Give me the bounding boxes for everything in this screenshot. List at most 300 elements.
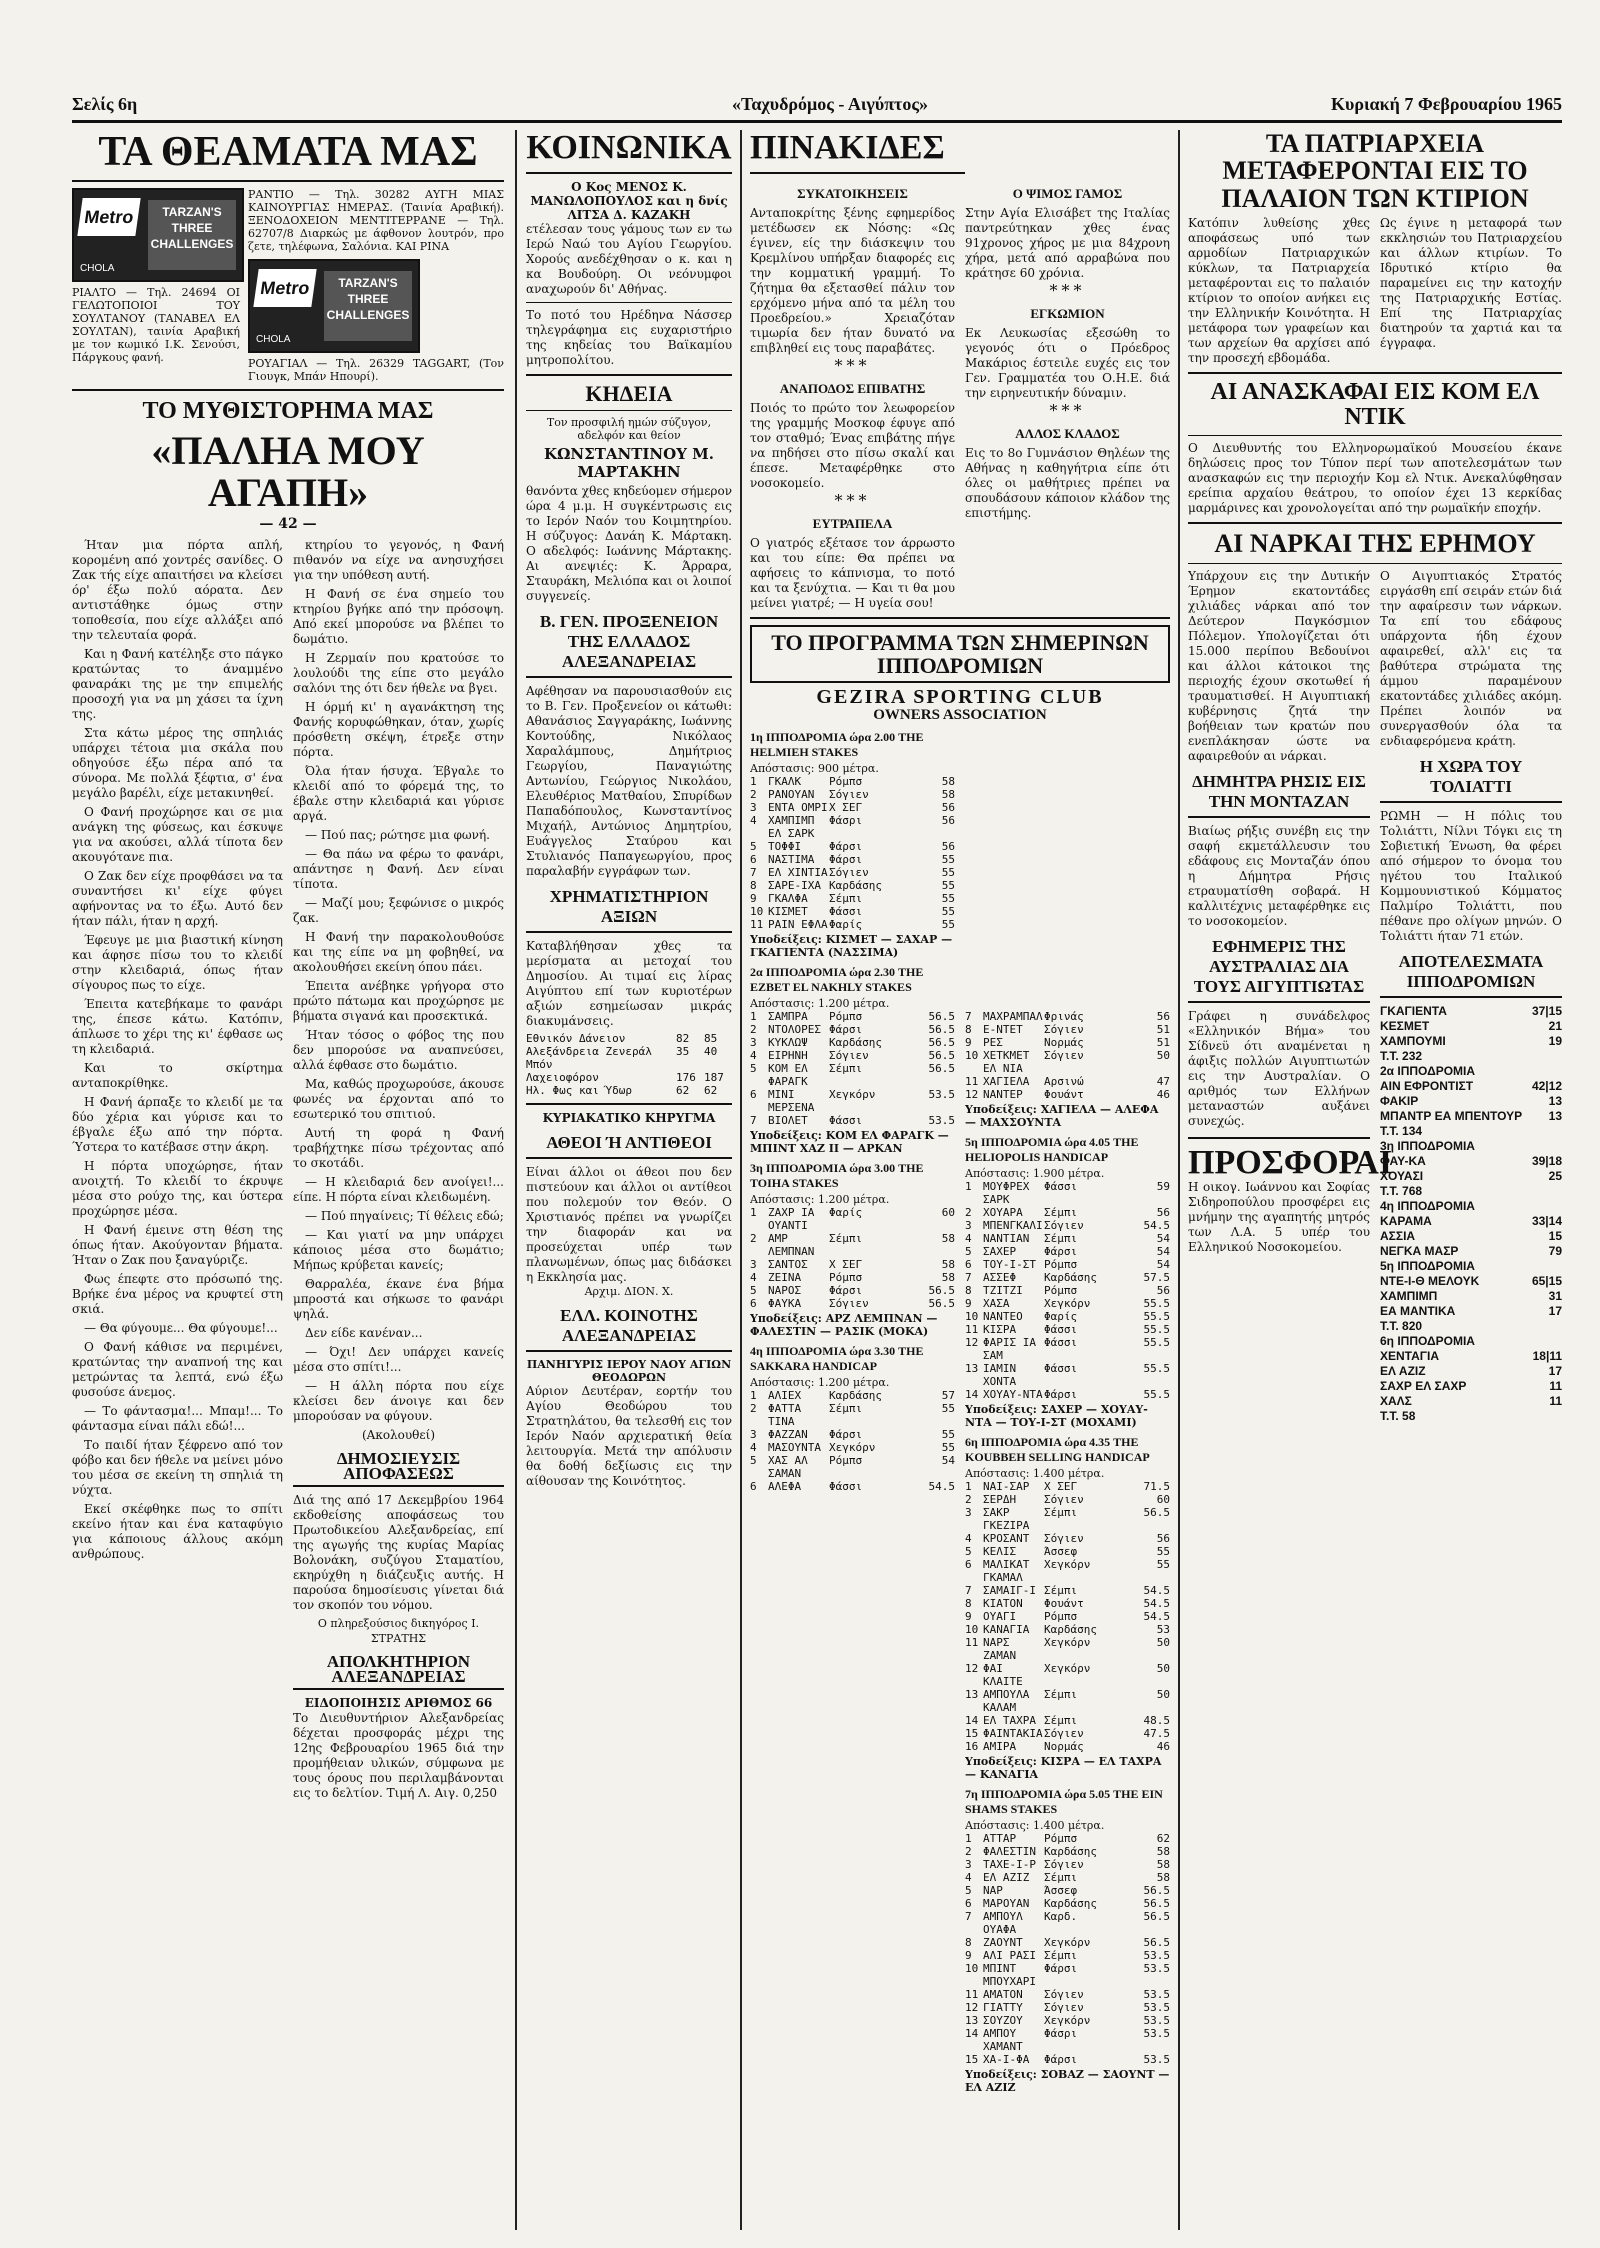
horse-name: ΦΑΛΕΣΤΙΝ <box>983 1845 1036 1858</box>
race-entry <box>750 918 955 931</box>
result-value: 65|15 <box>1531 1273 1562 1288</box>
weight: 50 <box>1156 1662 1170 1675</box>
entry-number: 1 <box>750 1205 757 1219</box>
result-row <box>1380 1019 1562 1034</box>
entry-number: 10 <box>965 1623 979 1636</box>
issue-date: Κυριακή 7 Φεβρουαρίου 1965 <box>1331 94 1562 114</box>
novel-paragraph: — Μαζί μου; ξεφώνισε ο μικρός ζακ. <box>293 896 504 926</box>
weight: 56.5 <box>928 1296 955 1310</box>
race-program-title: ΤΟ ΠΡΟΓΡΑΜΜΑ ΤΩΝ ΣΗΜΕΡΙΝΩΝ ΙΠΠΟΔΡΟΜΙΩΝ <box>750 625 1170 683</box>
weight: 58 <box>1156 1871 1170 1884</box>
race-entry <box>965 2053 1170 2066</box>
horse-name: ΑΜΡ ΛΕΜΠΝΑΝ <box>768 1231 815 1258</box>
result-name: ΓΚΑΓΙΕΝΤΑ <box>1380 1003 1447 1018</box>
result-name: ΣΑΧΡ ΕΛ ΣΑΧΡ <box>1380 1378 1467 1393</box>
jockey-name: Φάρσι <box>829 1283 863 1297</box>
jockey-name: Χεγκόρν <box>1044 1636 1091 1649</box>
note-text: Ο γιατρός εξέτασε τον άρρωστο και του είπε: Θα πρέπει να αφήσεις το κάπνισμα, το ποτό και τα ξενύχτια. — Και τι θα μου μείνει γιατρέ; — Η υγεία σου! <box>750 535 955 610</box>
entry-number: 13 <box>965 2014 979 2027</box>
horse-name: ΓΚΑΛΦΑ <box>768 891 808 905</box>
novel-paragraph: Ο Ζακ δεν είχε προφθάσει να τα συναντήσει κι' είχε φύγει αφήνοντας να το έξω. Αυτό δεν ήταν πάλι, ήταν η αρχή. <box>72 869 283 929</box>
weight: 56.5 <box>928 1283 955 1297</box>
horse-name: ΕΙΡΗΝΗ <box>768 1048 808 1062</box>
result-name: 3η ΙΠΠΟΔΡΟΜΙΑ <box>1380 1138 1475 1153</box>
race-entry <box>750 1284 955 1297</box>
community-subtitle: ΠΑΝΗΓΥΡΙΣ ΙΕΡΟΥ ΝΑΟΥ ΑΓΙΩΝ ΘΕΟΔΩΡΩΝ <box>526 1357 732 1384</box>
race-entry <box>750 1389 955 1402</box>
entry-number: 1 <box>750 1009 757 1023</box>
weight: 59 <box>1156 1180 1170 1193</box>
exchange-table <box>526 1032 732 1097</box>
column-entertainment <box>72 130 504 2230</box>
column-rule <box>740 130 742 2230</box>
entry-number: 12 <box>965 1088 979 1101</box>
weight: 56.5 <box>1143 1884 1170 1897</box>
result-value: 11 <box>1549 1393 1562 1408</box>
column-races <box>965 1010 1170 2230</box>
race-entry <box>965 1388 1170 1401</box>
jockey-name: Φάσσι <box>1044 1336 1078 1349</box>
race-entry <box>965 1323 1170 1336</box>
weight: 55 <box>1156 1545 1170 1558</box>
race-entry <box>965 1362 1170 1388</box>
race-entry <box>750 1088 955 1114</box>
entry-number: 8 <box>965 1284 972 1297</box>
result-name: Τ.Τ. 232 <box>1380 1048 1423 1063</box>
result-value: 17 <box>1548 1363 1562 1378</box>
notice-text: Το Διευθυντήριον Αλεξανδρείας δέχεται προσφοράς μέχρι της 12ης Φεβρουαρίου 1965 διά την προμήθειαν υλικών, σύμφωνα με τους όρους που περιλαμβάνονται εις το δελτίον. Τιμή Λ. Αιγ. 0,250 <box>293 1711 504 1801</box>
race-entry <box>750 905 955 918</box>
horse-name: ΤΟΥ-Ι-ΣΤ <box>983 1258 1036 1271</box>
race-info: Απόστασις: 1.200 μέτρα. <box>750 1375 890 1389</box>
jockey-name: Ρόμπσ <box>1044 1258 1078 1271</box>
consulate-title: Β. ΓΕΝ. ΠΡΟΞΕΝΕΙΟΝ ΤΗΣ ΕΛΛΑΔΟΣ ΑΛΕΞΑΝΔΡΕΙΑΣ <box>526 612 732 678</box>
weight: 54 <box>1156 1258 1170 1271</box>
column-social <box>526 130 732 2230</box>
entry-number: 2 <box>750 1022 757 1036</box>
result-name: 4η ΙΠΠΟΔΡΟΜΙΑ <box>1380 1198 1475 1213</box>
race-entry <box>965 1180 1170 1206</box>
horse-name: ΑΣΣΕΦ <box>983 1271 1017 1284</box>
weight: 55 <box>941 891 955 905</box>
weight: 57.5 <box>1143 1271 1170 1284</box>
horse-name: ΣΑΜΑΙΓ-Ι <box>983 1584 1036 1597</box>
entry-number: 3 <box>750 1257 757 1271</box>
column-news <box>1188 130 1562 2230</box>
cinema-listings <box>72 188 504 383</box>
result-name: 2α ΙΠΠΟΔΡΟΜΙΑ <box>1380 1063 1476 1078</box>
jockey-name: Φρινάς <box>1044 1010 1084 1023</box>
horse-name: ΚΙΣΜΕΤ <box>768 904 808 918</box>
novel-paragraph: — Η άλλη πόρτα που είχε κλείσει δεν άνοιγε και δεν μπορούσαν να φύγουν. <box>293 1379 504 1424</box>
jockey-name: Φάσσι <box>829 904 863 918</box>
result-row <box>1380 1154 1562 1169</box>
result-name: Τ.Τ. 58 <box>1380 1408 1416 1423</box>
dimitra-text: Βιαίως ρήξις συνέβη εις την σαφή εκμετάλλευσιν του εδάφους εις Μονταζάν όπου η Δήμητρα Ρήσις ετραυματίσθη σοβαρά. Η καλλιτέχνις μεταφέρθηκε εις το νοσοκομείον. <box>1188 823 1370 928</box>
result-name: 5η ΙΠΠΟΔΡΟΜΙΑ <box>1380 1258 1475 1273</box>
result-row <box>1380 1199 1562 1214</box>
result-name: Τ.Τ. 820 <box>1380 1318 1423 1333</box>
column-rule <box>515 130 517 2230</box>
funeral-intro: Τον προσφιλή ημών σύζυγον, αδελφόν και θείον <box>546 415 712 442</box>
novel-paragraph: Αυτή τη φορά η Φανή τραβήχτηκε πίσω τρέχοντας από το σκοτάδι. <box>293 1126 504 1171</box>
novel-paragraph: — Θα πάω να φέρω το φανάρι, απάντησε η Φανή. Δεν είναι τίποτα. <box>293 847 504 892</box>
horse-name: ΦΑΤΤΑ ΤΙΝΑ <box>768 1401 802 1428</box>
entry-number: 11 <box>965 1075 979 1088</box>
newspaper-name: «Ταχυδρόμος - Αιγύπτος» <box>732 94 928 114</box>
entry-number: 9 <box>750 891 757 905</box>
race-entry <box>750 1062 955 1088</box>
race-entry <box>750 866 955 879</box>
weight: 62 <box>1156 1832 1170 1845</box>
entry-number: 5 <box>965 1545 972 1558</box>
jockey-name: Χεγκόρν <box>1044 1297 1091 1310</box>
jockey-name: Χεγκόρν <box>829 1440 876 1454</box>
weight: 54 <box>1156 1232 1170 1245</box>
race-entry <box>750 1271 955 1284</box>
table-row: Λαχειοφόρον 176 187 <box>526 1070 724 1084</box>
table-row: Εθνικόν Δάνειον 82 85 <box>526 1031 718 1045</box>
note-text: Εκ Λευκωσίας εξεσώθη το γεγονός ότι ο Πρόεδρος Μακάριος έστειλε ευχές εις τον Γεν. Γραμματέα του Ο.Η.Ε. διά την ειρηνευτικήν δύναμιν. <box>965 325 1170 400</box>
entry-number: 12 <box>965 1662 979 1675</box>
race-entry <box>965 1088 1170 1101</box>
horse-name: ΚΙΣΡΑ <box>983 1323 1017 1336</box>
horse-name: ΧΑΣ ΑΛ ΣΑΜΑΝ <box>768 1453 808 1480</box>
novel-paragraph: Δεν είδε κανέναν... <box>305 1326 423 1341</box>
novel-paragraph: Και η Φανή κατέληξε στο πάγκο κρατώντας το άναμμένο φαναράκι της με την επιμελής προσοχή για να μη χάσει τα ίχνη της. <box>72 647 283 722</box>
jockey-name: Χεγκόρν <box>1044 1936 1091 1949</box>
entry-number: 5 <box>750 1283 757 1297</box>
race-association: OWNERS ASSOCIATION <box>873 706 1047 723</box>
jockey-name: Άσσεφ <box>1044 1545 1078 1558</box>
weight: 58 <box>941 1257 955 1271</box>
race-entry <box>965 1506 1170 1532</box>
weight: 56.5 <box>1143 1897 1170 1910</box>
horse-name: ΓΙΑΤΤΥ <box>983 2001 1023 2014</box>
horse-name: ΑΛΕΦΑ <box>768 1479 802 1493</box>
race-entry <box>965 1871 1170 1884</box>
race-entry <box>965 1258 1170 1271</box>
poster-caption: CHOLA <box>256 334 291 346</box>
patriarchate-text-2: Ως έγινε η μεταφορά των εκκλησιών του Πατριαρχείου και άλλων κτιρίων. Το Ιδρυτικό κτίριο θα παραμείνει εις την κατοχήν της Πατριαρχικής Εστίας. Επί της Πατριαρχίας διατηρούν τα χαρτιά και τα έγγραφα. <box>1380 215 1562 350</box>
note-text: Ποιός το πρώτο τον λεωφορείον της γραμμής Μοσκοφ έφυγε από τον σταθμό; Ένας επιβάτης πήγε να πηδήσει στο πίσω σκαλί και έπεσε. Μεταφέρθηκε στο νοσοκομείο. <box>750 400 955 490</box>
race-entry <box>965 1623 1170 1636</box>
jockey-name: Σέμπι <box>1044 1584 1078 1597</box>
jockey-name: Νορμάς <box>1044 1740 1084 1753</box>
weight: 54.5 <box>1143 1610 1170 1623</box>
horse-name: ΝΑΙ-ΣΑΡ <box>983 1480 1030 1493</box>
jockey-name: Φάσσι <box>829 1479 863 1493</box>
radio-listing: ΡΑΝΤΙΟ — Τηλ. 30282 ΑΥΓΗ ΜΙΑΣ ΚΑΙΝΟΥΡΓΙΑΣ ΗΜΕΡΑΣ. (Ταινία Αραβική). ΞΕΝΟΔΟΧΕΙΟΝ ΜΕΝΤΙΤΕΡΡΑΝΕ — Τηλ. 62707/8 Διαρκώς με άφθονον λουτρόν, προ ζετε, τηλέφωνα, Σαλόνια. ΚΑΙ ΡΙΝΑ <box>248 188 504 254</box>
excavation-text: Ο Διευθυντής του Ελληνορωμαϊκού Μουσείου έκανε δηλώσεις προς τον Τύπον περί των αποτελεσμάτων των ανασκαφών εις την περιοχήν Κομ ελ Ντικ. Ανεκαλύφθησαν ερείπια αρχαίου θεάτρου, το οποίον έχει 13 κερκίδας μαρμάρινες και χρονολογείται από την ρωμαϊκήν εποχήν. <box>1188 441 1562 516</box>
result-row <box>1380 1349 1562 1364</box>
entry-number: 11 <box>965 1636 979 1649</box>
jockey-name: Σόγιεν <box>829 1048 869 1062</box>
horse-name: ΡΑΙΝ ΕΦΛΑ <box>768 917 828 931</box>
funeral-title: ΚΗΔΕΙΑ <box>585 380 673 406</box>
weight: 58 <box>1156 1858 1170 1871</box>
entry-number: 7 <box>965 1010 972 1023</box>
novel-paragraph: κτηρίου το γεγονός, η Φανή πιθανόν να είχε να ανησυχήσει για την υπόθεση αυτή. <box>293 538 504 583</box>
race-entry <box>750 1480 955 1493</box>
weight: 53.5 <box>1143 1988 1170 2001</box>
horse-name: ΚΟΜ ΕΛ ΦΑΡΑΓΚ <box>768 1061 808 1088</box>
weight: 55 <box>941 1440 955 1454</box>
horse-name: ΝΤΟΛΟΡΕΣ <box>768 1022 821 1036</box>
result-row <box>1380 1364 1562 1379</box>
race-entry <box>965 1023 1170 1036</box>
entertainment-title: ΤΑ ΘΕΑΜΑΤΑ ΜΑΣ <box>98 130 478 175</box>
novel-paragraph: — Όχι! Δεν υπάρχει κανείς μέσα στο σπίτι!... <box>293 1345 504 1375</box>
result-row <box>1380 1094 1562 1109</box>
horse-name: ΑΜΠΟΥΛ ΟΥΑΦΑ <box>983 1910 1023 1936</box>
entry-number: 15 <box>965 1727 979 1740</box>
jockey-name: Ρόμπσ <box>1044 1284 1078 1297</box>
race-tips: Υποδείξεις: ΑΡΖ ΛΕΜΠΝΑΝ — ΦΑΛΕΣΤΙΝ — ΡΑΣΙΚ (ΜΟΚΑ) <box>750 1311 938 1338</box>
jockey-name: Χ ΣΕΓ <box>1044 1480 1078 1493</box>
race-entry <box>750 1428 955 1441</box>
entry-number: 14 <box>965 1388 979 1401</box>
sermon-signature: Αρχιμ. ΔΙΟΝ. Χ. <box>584 1284 674 1298</box>
dimitra-title: ΔΗΜΗΤΡΑ ΡΗΣΙΣ ΕΙΣ ΤΗΝ ΜΟΝΤΑΖΑΝ <box>1188 772 1370 818</box>
result-name: ΚΕΣΜΕΤ <box>1380 1018 1430 1033</box>
weight: 56 <box>1156 1010 1170 1023</box>
jockey-name: Σόγιεν <box>1044 1493 1084 1506</box>
horse-name: ΣΑΚΡ ΓΚΕΖΙΡΑ <box>983 1506 1030 1532</box>
horse-name: ΣΕΡΔΗ <box>983 1493 1017 1506</box>
jockey-name: Σόγιεν <box>1044 1023 1084 1036</box>
race-tips: Υποδείξεις: ΚΙΣΡΑ — ΕΛ ΤΑΧΡΑ — ΚΑΝΑΓΙΑ <box>965 1755 1162 1781</box>
weight: 50 <box>1156 1688 1170 1701</box>
race-entry <box>750 840 955 853</box>
weight: 51 <box>1156 1036 1170 1049</box>
horse-name: ΝΑΝΤΙΑΝ <box>983 1232 1030 1245</box>
horse-name: ΧΑ-Ι-ΦΑ <box>983 2053 1030 2066</box>
jockey-name: Φάσσι <box>1044 1323 1078 1336</box>
entry-number: 4 <box>965 1532 972 1545</box>
race-entry <box>750 853 955 866</box>
weight: 55 <box>941 1401 955 1415</box>
exchange-title: ΧΡΗΜΑΤΙΣΤΗΡΙΟΝ ΑΞΙΩΝ <box>526 887 732 933</box>
note-text: Εις το 8ο Γυμνάσιον Θηλέων της Αθήνας η καθηγήτρια είπε ότι όλες οι μαθήτριες πρέπει να σπουδάσουν κάποιον κλάδον της επιστήμης. <box>965 445 1170 520</box>
horse-name: ΝΑΝΤΕΡ <box>983 1088 1023 1101</box>
race-heading: 7η ΙΠΠΟΔΡΟΜΙΑ ώρα 5.05 THE EIN SHAMS STAKES <box>965 1787 1163 1816</box>
wedding-names: Ο Κος ΜΕΝΟΣ Κ. ΜΑΝΩΛΟΠΟΥΛΟΣ και η δνίς ΛΙΤΣΑ Δ. ΚΑΖΑΚΗ <box>530 179 728 222</box>
result-value: 33|14 <box>1531 1213 1562 1228</box>
result-row <box>1380 1139 1562 1154</box>
horse-name: ΡΕΣ <box>983 1036 1003 1049</box>
horse-name: ΤΑΧΕ-Ι-Ρ <box>983 1858 1036 1871</box>
entry-number: 6 <box>750 852 757 866</box>
result-value: 21 <box>1548 1018 1562 1033</box>
result-name: ΕΑ ΜΑΝΤΙΚΑ <box>1380 1303 1456 1318</box>
patriarchate-text: Κατόπιν λυθείσης χθες αποφάσεως υπό των αρμοδίων Πατριαρχικών κύκλων, τα Πατριαρχεία μεταφέρονται εις το παλαιόν κτίριον το οποίον ανήκει εις την Ελληνικήν Κοινότητα. Η μετάφορα των γραφείων και των αρχείων θα αρχίσει από την προσεχή εβδομάδα. <box>1188 215 1370 365</box>
sermon-title: ΚΥΡΙΑΚΑΤΙΚΟ ΚΗΡΥΓΜΑ <box>542 1110 716 1125</box>
weight: 58 <box>941 787 955 801</box>
result-value: 37|15 <box>1531 1003 1562 1018</box>
race-entry <box>965 2027 1170 2053</box>
horse-name: ΚΑΝΑΓΙΑ <box>983 1623 1030 1636</box>
jockey-name: Ρόμπσ <box>829 1270 863 1284</box>
race-entry <box>750 1114 955 1127</box>
jockey-name: Καρδάσης <box>829 1388 882 1402</box>
race-entry <box>965 1858 1170 1871</box>
weight: 71.5 <box>1143 1480 1170 1493</box>
jockey-name: Σέμπι <box>1044 1949 1078 1962</box>
race-entry <box>965 1010 1170 1023</box>
weight: 58 <box>941 1231 955 1245</box>
weight: 54.5 <box>1143 1597 1170 1610</box>
note-heading: ΕΥΤΡΑΠΕΛΑ <box>812 515 893 531</box>
result-row <box>1380 1004 1562 1019</box>
race-entry <box>965 1480 1170 1493</box>
horse-name: ΚΥΚΛΩΨ <box>768 1035 808 1049</box>
entry-number: 1 <box>750 1388 757 1402</box>
jockey-name: Φάρσι <box>829 1427 863 1441</box>
horse-name: ΚΕΛΙΣ <box>983 1545 1017 1558</box>
race-entry <box>750 1232 955 1258</box>
race-entry <box>965 1845 1170 1858</box>
horse-name: ΦΑΙ ΚΛΑΙΤΕ <box>983 1662 1023 1688</box>
horse-name: ΙΑΜΙΝ ΧΟΝΤΑ <box>983 1362 1017 1388</box>
jockey-name: Σόγιεν <box>829 787 869 801</box>
jockey-name: Σόγιεν <box>829 1296 869 1310</box>
australia-title: ΕΦΗΜΕΡΙΣ ΤΗΣ ΑΥΣΤΡΑΛΙΑΣ ΔΙΑ ΤΟΥΣ ΑΙΓΥΠΤΙΩΤΑΣ <box>1188 937 1370 1003</box>
jockey-name: Ρόμπσ <box>829 1009 863 1023</box>
column-notes: ΠΙΝΑΚΙΔΕΣ ΣΥΚΑΤΟΙΚΗΣΕΙΣ Ανταποκρίτης ξένης εφημερίδος μετέδωσεν εκ Νόσης: «Ως έγινεν, είς την διάσκεψιν του Κρεμλίνου υπήρξαν διαφορές εις την κομματική γραμμή. Το ζήτημα θα εξετασθεί πάλιν τον ερχόμενο μήνα από τα μέλη του Προεδρείου.» Χρειαζόταν τιμωρία δεν ήταν δυνατό να επιβληθεί εις τους παραβάτες. *** ΑΝΑΠΟΔΟΣ ΕΠΙΒΑΤΗΣ Ποιός το πρώτο τον λεωφορείον της γραμμής Μοσκοφ έφυγε από τον σταθμό; Ένας επιβάτης πήγε να πηδήσει στο πίσω σκαλί και έπεσε. Μεταφέρθηκε στο νοσοκομείο. *** ΕΥΤΡΑΠΕΛΑ Ο γιατρός εξέτασε τον άρρωστο και του είπε: Θα πρέπει να αφήσεις το κάπνισμα, το ποτό και τα ξενύχτια. — Και τι θα μου μείνει γιατρέ; — Η υγεία σου! Ο ΨΙΜΟΣ ΓΑΜΟΣ Στην Αγία Ελισάβετ της Ιταλίας παντρεύτηκαν χθες ένας 91χρονος χήρος με μια 84χρονη χήρα, μετά από αρραβώνα που κράτησε 60 χρόνια. *** ΕΓΚΩΜΙΟΝ Εκ Λευκωσίας εξεσώθη το γεγονός ότι ο Πρόεδρος Μακάριος έστειλε ευχές εις τον Γεν. Γραμματέα του Ο.Η.Ε. διά την ειρηνευτικήν δύναμιν. *** ΑΛΛΟΣ ΚΛΑΔΟΣ Εις το 8ο Γυμνάσιον Θηλέων της Αθήνας η καθηγήτρια είπε ότι όλες οι μαθήτριες πρέπει να σπουδάσουν κάποιον κλάδον της επιστήμης. ΤΟ ΠΡΟΓΡΑΜΜΑ ΤΩΝ ΣΗΜΕΡΙΝΩΝ ΙΠΠΟΔΡΟΜΙΩΝ GEZIRA SPORTING CLUB OWNERS ASSOCIATION 1η ΙΠΠΟΔΡΟΜΙΑ ώρα 2.00 THE HELMIEH STAKES Απόστασις: 900 μέτρα. 1 ΓΚΑΛΚ Ρόμπσ 58 2 ΡΑΝΟΥΑΝ Σόγιεν 58 3 ΕΝΤΑ ΟΜΡΙ Χ ΣΕΓ 56 4 ΧΑΜΠΙΜΠ ΕΛ ΣΑΡΚ Φάσρι 56 5 ΤΟΦΦΙ Φάρσι 56 6 ΝΑΣΤΙΜΑ Φάρσι 55 7 ΕΛ ΧΙΝΤΙΑ Σόγιεν 55 8 ΣΑΡΕ-ΙΧΑ Καρδάσης 55 9 ΓΚΑΛΦΑ Σέμπι 55 10 ΚΙΣΜΕΤ Φάσσι 55 11 ΡΑΙΝ ΕΦΛΑ Φαρίς 55 Υποδείξεις: ΚΙΣΜΕΤ — ΣΑΧΑΡ — ΓΚΑΓΙΕΝΤΑ (ΝΑΣΣΙΜΑ) 2α ΙΠΠΟΔΡΟΜΙΑ ώρα 2.30 THE EZBET EL NAKHLY STAKES Απόστασις: 1.200 μέτρα. 1 ΣΑΜΠΡΑ Ρόμπσ 56.5 2 ΝΤΟΛΟΡΕΣ Φάρσι 56.5 3 ΚΥΚΛΩΨ Καρδάσης 56.5 4 ΕΙΡΗΝΗ Σόγιεν 56.5 5 ΚΟΜ ΕΛ ΦΑΡΑΓΚ Σέμπι 56.5 6 ΜΙΝΙ ΜΕΡΣΕΝΑ Χεγκόρν 53.5 7 ΒΙΟΛΕΤ Φάσσι 53.5 Υποδείξεις: ΚΟΜ ΕΛ ΦΑΡΑΓΚ — ΜΠΙΝΤ ΧΑΖ ΙΙ — ΑΡΚΑΝ 3η ΙΠΠΟΔΡΟΜΙΑ ώρα 3.00 THE TOIHA STAKES Απόστασις: 1.200 μέτρα. 1 ΖΑΧΡ ΙΑ ΟΥΑΝΤΙ Φαρίς 60 2 ΑΜΡ ΛΕΜΠΝΑΝ Σέμπι 58 3 ΣΑΝΤΟΣ Χ ΣΕΓ 58 4 ΖΕΙΝΑ Ρόμπσ 58 5 ΝΑΡΟΣ Φάρσι 56.5 6 ΦΑΥΚΑ Σόγιεν 56.5 Υποδείξεις: ΑΡΖ ΛΕΜΠΝΑΝ — ΦΑΛΕΣΤΙΝ — ΡΑΣΙΚ (ΜΟΚΑ) 4η ΙΠΠΟΔΡΟΜΙΑ ώρα 3.30 THE SAKKARA HANDICAP Απόστασις: 1.200 μέτρα. 1 ΑΛΙΕΧ Καρδάσης 57 2 ΦΑΤΤΑ ΤΙΝΑ Σέμπι 55 3 ΦΑΖΖΑΝ Φάρσι 55 4 ΜΑΣΟΥΝΤΑ Χεγκόρν 55 5 ΧΑΣ ΑΛ ΣΑΜΑΝ Ρόμπσ 54 6 ΑΛΕΦΑ Φάσσι 54.5 <box>750 130 1170 1493</box>
race-heading: 6η ΙΠΠΟΔΡΟΜΙΑ ώρα 4.35 THE KOUBBEH SELLING HANDICAP <box>965 1435 1150 1464</box>
novel-paragraph: — Και γιατί να μην υπάρχει κάποιος μέσα στο δωμάτιο; Μήπως κρύβεται κανείς; <box>293 1228 504 1273</box>
horse-name: ΝΑΣΤΙΜΑ <box>768 852 815 866</box>
horse-name: ΜΑΡΟΥΑΝ <box>983 1897 1030 1910</box>
result-name: Τ.Τ. 134 <box>1380 1123 1423 1138</box>
result-name: 6η ΙΠΠΟΔΡΟΜΙΑ <box>1380 1333 1475 1348</box>
weight: 56 <box>1156 1532 1170 1545</box>
race-entry <box>965 1962 1170 1988</box>
jockey-name: Φαρίς <box>1044 1310 1078 1323</box>
race-entry <box>965 1610 1170 1623</box>
horse-name: ΧΕΤΚΜΕΤ ΕΛ ΝΙΑ <box>983 1049 1030 1075</box>
horse-name: ΜΟΥΦΡΕΧ ΣΑΡΚ <box>983 1180 1030 1206</box>
horse-name: ΣΑΡΕ-ΙΧΑ <box>768 878 821 892</box>
jockey-name: Σόγιεν <box>1044 2001 1084 2014</box>
race-entry <box>750 1454 955 1480</box>
results-title: ΑΠΟΤΕΛΕΣΜΑΤΑ ΙΠΠΟΔΡΟΜΙΩΝ <box>1380 952 1562 998</box>
race-tips: Υποδείξεις: ΚΟΜ ΕΛ ΦΑΡΑΓΚ — ΜΠΙΝΤ ΧΑΖ ΙΙ — ΑΡΚΑΝ <box>750 1128 949 1155</box>
novel-paragraph: — Η κλειδαριά δεν ανοίγει!... είπε. Η πόρτα είναι κλειδωμένη. <box>293 1175 504 1205</box>
race-entry <box>965 1949 1170 1962</box>
entry-number: 10 <box>965 1962 979 1975</box>
notes-title: ΠΙΝΑΚΙΔΕΣ <box>750 130 945 166</box>
jockey-name: Ρόμπσ <box>1044 1610 1078 1623</box>
social-note: Το ποτό του Ηρέδηνα Νάσσερ τηλεγράφημα εις ευχαριστήριο της κηδείας του Βαϊκαμίου μητροπολίτου. <box>526 307 732 367</box>
jockey-name: Ρόμπσ <box>829 774 863 788</box>
result-row <box>1380 1319 1562 1334</box>
result-row <box>1380 1289 1562 1304</box>
horse-name: ΡΑΝΟΥΑΝ <box>768 787 815 801</box>
novel-paragraph: Ήταν μια πόρτα απλή, κορομένη από χοντρές σανίδες. Ο Ζακ τής είχε απαιτήσει να κλείσει όρ' έξω πολύ αόρατα. Δεν αντιστάθηκε όμως στην τοποθεσία, που είχε αλλάξει από την τελευταία φορά. <box>72 538 283 643</box>
jockey-name: Σόγιεν <box>1044 1727 1084 1740</box>
results-list <box>1380 1004 1562 1424</box>
weight: 55 <box>941 878 955 892</box>
jockey-name: Φάρσι <box>829 839 863 853</box>
novel-paragraph: Και το σκίρτημα ανταποκρίθηκε. <box>72 1061 283 1091</box>
horse-name: ΖΕΙΝΑ <box>768 1270 802 1284</box>
poster-film-title: TARZAN'S THREE CHALLENGES <box>324 271 412 341</box>
horse-name: ΒΙΟΛΕΤ <box>768 1113 808 1127</box>
race-entry <box>750 1206 955 1232</box>
excavation-title: ΑΙ ΑΝΑΣΚΑΦΑΙ ΕΙΣ ΚΟΜ ΕΛ ΝΤΙΚ <box>1210 378 1540 431</box>
novel-paragraph: Στα κάτω μέρος της σπηλιάς υπάρχει τέτοια μια σκάλα που οδηγούσε έξω πέρα από τα σύνορα. Με πολλά ξέφτια, σ' ένα μεγάλο βαρέλι, είχε μετακινηθεί. <box>72 726 283 801</box>
race-entry <box>750 1258 955 1271</box>
entry-number: 1 <box>750 774 757 788</box>
jockey-name: Καρδ. <box>1044 1910 1078 1923</box>
entry-number: 2 <box>965 1493 972 1506</box>
race-entry <box>965 2014 1170 2027</box>
race-entry <box>750 1441 955 1454</box>
result-row <box>1380 1394 1562 1409</box>
weight: 56.5 <box>928 1061 955 1075</box>
entry-number: 4 <box>750 1440 757 1454</box>
jockey-name: Χεγκόρν <box>1044 1558 1091 1571</box>
entry-number: 10 <box>965 1049 979 1062</box>
weight: 55 <box>941 904 955 918</box>
novel-paragraph: Η πόρτα υποχώρησε, ήταν ανοιχτή. Το κλειδί το έκρυψε μέσα στο ρούχο της, και ύστερα προχώρησε μέσα. <box>72 1159 283 1219</box>
social-title: ΚΟΙΝΩΝΙΚΑ <box>526 130 732 166</box>
jockey-name: Χεγκόρν <box>1044 2014 1091 2027</box>
weight: 46 <box>1156 1740 1170 1753</box>
novel-paragraph: Θαρραλέα, έκανε ένα βήμα μπροστά και σήκωσε το φανάρι ψηλά. <box>293 1277 504 1322</box>
entry-number: 8 <box>965 1936 972 1949</box>
race-entry <box>965 1936 1170 1949</box>
jockey-name: Σόγιεν <box>1044 1988 1084 2001</box>
result-row <box>1380 1229 1562 1244</box>
jockey-name: Καρδάσης <box>1044 1271 1097 1284</box>
entry-number: 10 <box>750 904 764 918</box>
result-row <box>1380 1274 1562 1289</box>
weight: 53 <box>1156 1623 1170 1636</box>
novel-paragraph: Ο Φανή προχώρησε και σε μια ανάγκη της φύσεως, και έσκυψε για να ακούσει, αλλά τίποτα δεν ακουγότανε πια. <box>72 805 283 865</box>
horse-name: ΦΑΖΖΑΝ <box>768 1427 808 1441</box>
horse-name: ΣΟΥΖΟΥ <box>983 2014 1023 2027</box>
weight: 56.5 <box>928 1048 955 1062</box>
race-entry <box>965 1636 1170 1662</box>
race-entry <box>965 2001 1170 2014</box>
patriarchate-title: ΤΑ ΠΑΤΡΙΑΡΧΕΙΑ ΜΕΤΑΦΕΡΟΝΤΑΙ ΕΙΣ ΤΟ ΠΑΛΑΙΟΝ ΤΩΝ ΚΤΙΡΙΟΝ <box>1221 130 1529 213</box>
jockey-name: Ρόμπσ <box>829 1453 863 1467</box>
weight: 53.5 <box>1143 2014 1170 2027</box>
jockey-name: Φάσσι <box>829 1113 863 1127</box>
horse-name: ΝΑΡ <box>983 1884 1003 1897</box>
race-entry <box>965 1075 1170 1088</box>
novel-paragraph: Το παιδί ήταν ξέφρενο από τον φόβο και δεν ήθελε να μείνει μόνο του μέσα σε εκείνη τη σπηλιά τη νύχτα. <box>72 1438 283 1498</box>
novel-paragraph: Έφευγε με μια βιαστική κίνηση και άφησε πίσω του το κλειδί στην κλειδαριά, όπως ήταν σίγουρος πως το είχε. <box>72 933 283 993</box>
weight: 53.5 <box>1143 1962 1170 1975</box>
horse-name: ΦΑΡΙΣ ΙΑ ΣΑΜ <box>983 1336 1036 1362</box>
novel-paragraph: Ήταν τόσος ο φόβος της που δεν μπορούσε να αναπνεύσει, αλλά έφθασε στο δωμάτιο. <box>293 1028 504 1073</box>
entry-number: 3 <box>965 1219 972 1232</box>
entry-number: 5 <box>965 1884 972 1897</box>
horse-name: ΚΙΑΤΟΝ <box>983 1597 1023 1610</box>
jockey-name: Σόγιεν <box>1044 1049 1084 1062</box>
entry-number: 5 <box>965 1245 972 1258</box>
result-name: ΜΠΑΝΤΡ ΕΑ ΜΠΕΝΤΟΥΡ <box>1380 1108 1523 1123</box>
horse-name: ΤΟΦΦΙ <box>768 839 802 853</box>
entry-number: 14 <box>965 2027 979 2040</box>
novel-paragraph: Όλα ήταν ήσυχα. Έβγαλε το κλειδί από το φόρεμά της, το έβαλε στην κλειδαριά και γύρισε αργά. <box>293 764 504 824</box>
exchange-text: Καταβλήθησαν χθες τα μερίσματα αι μετοχαί του Δημοσίου. Αι τιμαί εις λίρας Αιγύπτου επί των κυριοτέρων αξιών εσημείωσαν μικράς διακυμάνσεις. <box>526 938 732 1028</box>
race-entry <box>750 1023 955 1036</box>
